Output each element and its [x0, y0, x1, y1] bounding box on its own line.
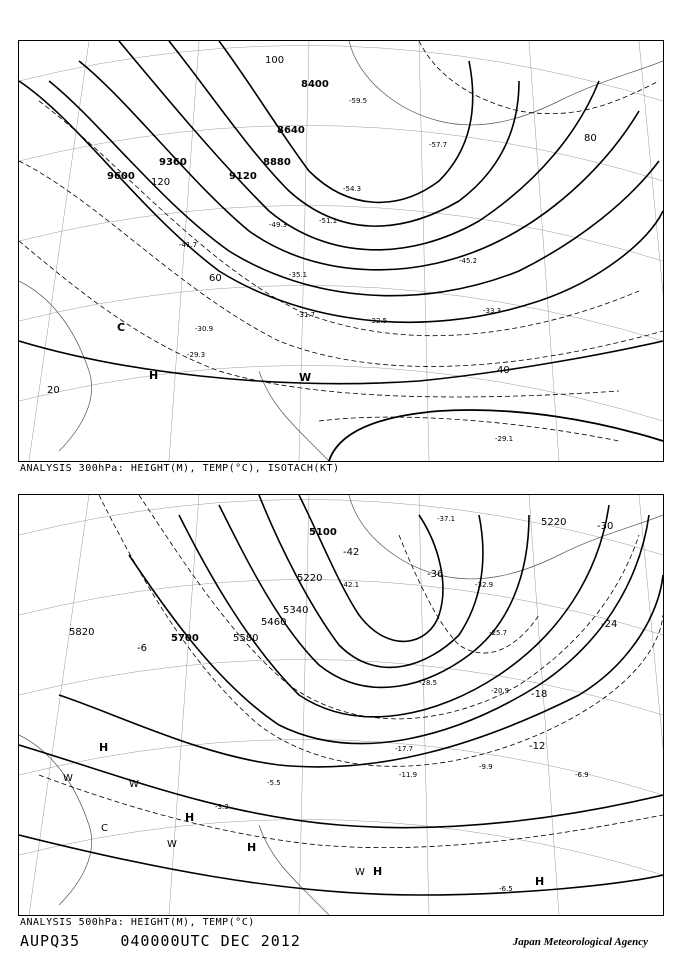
pressure-center: W [355, 867, 365, 878]
temp-label: -33.3 [483, 307, 502, 315]
temp-label: -41.7 [179, 241, 198, 249]
footer-product-info [20, 932, 301, 950]
product-code: AUPQ35 [20, 932, 81, 950]
isotach-label: 100 [265, 55, 285, 66]
coastline [19, 41, 663, 461]
pressure-center: H [247, 841, 257, 854]
isotach-label: 60 [209, 273, 222, 284]
temp-label: -6.5 [499, 885, 513, 893]
graticule [19, 495, 663, 915]
temp-label: -35.1 [289, 271, 308, 279]
temp-label: -54.3 [343, 185, 362, 193]
temp-label: -28.5 [419, 679, 438, 687]
temp-contour-label: -6 [137, 643, 147, 654]
analysis-datetime: 040000UTC DEC 2012 [120, 932, 301, 950]
temp-contour-label: -42 [343, 547, 360, 558]
coastline [19, 495, 663, 915]
agency-name: Japan Meteorological Agency [512, 936, 648, 948]
isotach-label: 80 [584, 133, 597, 144]
temp-label: -57.7 [429, 141, 448, 149]
temp-contour-label: -24 [601, 619, 618, 630]
temp-label: -11.9 [399, 771, 418, 779]
height-label: 5460 [261, 617, 287, 628]
pressure-center: W [167, 839, 177, 850]
pressure-center: H [185, 811, 195, 824]
pressure-center: H [535, 875, 545, 888]
temp-label: -17.7 [395, 745, 414, 753]
height-label: 5700 [171, 633, 199, 644]
temp-contour-label: -12 [529, 741, 546, 752]
isotach-label: 20 [47, 385, 60, 396]
temp-label: -9.9 [479, 763, 493, 771]
isotach-label: 120 [151, 177, 171, 188]
temp-label: -49.3 [269, 221, 288, 229]
map-300hpa [18, 40, 664, 462]
pressure-center: W [63, 773, 73, 784]
temp-contour-label: -18 [531, 689, 548, 700]
pressure-center: W [129, 779, 139, 790]
map-500hpa-svg [19, 495, 663, 915]
pressure-center: W [299, 371, 312, 384]
map-300hpa-caption: ANALYSIS 300hPa: HEIGHT(M), TEMP(°C), ISOTACH(KT) [20, 463, 340, 474]
temp-contour-label: -30 [597, 521, 614, 532]
height-label: 5220 [541, 517, 567, 528]
isotach-label: 40 [497, 365, 510, 376]
map-500hpa-caption: ANALYSIS 500hPa: HEIGHT(M), TEMP(°C) [20, 917, 255, 928]
temp-label: -32.5 [369, 317, 388, 325]
height-label: 9600 [107, 171, 135, 182]
graticule [19, 41, 663, 461]
temp-label: -25.7 [489, 629, 508, 637]
temp-label: -37.1 [437, 515, 456, 523]
height-label: 8640 [277, 125, 305, 136]
temp-label: -20.9 [491, 687, 510, 695]
temp-label: -29.3 [187, 351, 206, 359]
height-label: 5820 [69, 627, 95, 638]
height-label: 5340 [283, 605, 309, 616]
temp-label: -3.3 [215, 803, 229, 811]
pressure-center: H [149, 369, 159, 382]
temp-label: -59.5 [349, 97, 368, 105]
temp-label: -30.9 [195, 325, 214, 333]
temp-label: -5.5 [267, 779, 281, 787]
map-300hpa-svg [19, 41, 663, 461]
temp-label: -42.1 [341, 581, 360, 589]
map-500hpa [18, 494, 664, 916]
temp-label: -45.2 [459, 257, 478, 265]
temp-label: -6.9 [575, 771, 589, 779]
temp-label: -32.9 [475, 581, 494, 589]
pressure-center: C [101, 823, 108, 834]
height-label: 9360 [159, 157, 187, 168]
height-label: 5100 [309, 527, 337, 538]
height-label: 9120 [229, 171, 257, 182]
pressure-center: H [373, 865, 383, 878]
height-contours [19, 41, 663, 384]
temp-label: -31.7 [297, 311, 316, 319]
height-label: 5580 [233, 633, 259, 644]
pressure-center: H [99, 741, 109, 754]
height-label: 8880 [263, 157, 291, 168]
height-label: 5220 [297, 573, 323, 584]
temp-contour-label: -36 [427, 569, 444, 580]
temp-label: -51.1 [319, 217, 338, 225]
pressure-center: C [117, 321, 126, 334]
height-label: 8400 [301, 79, 329, 90]
temp-label: -29.1 [495, 435, 514, 443]
